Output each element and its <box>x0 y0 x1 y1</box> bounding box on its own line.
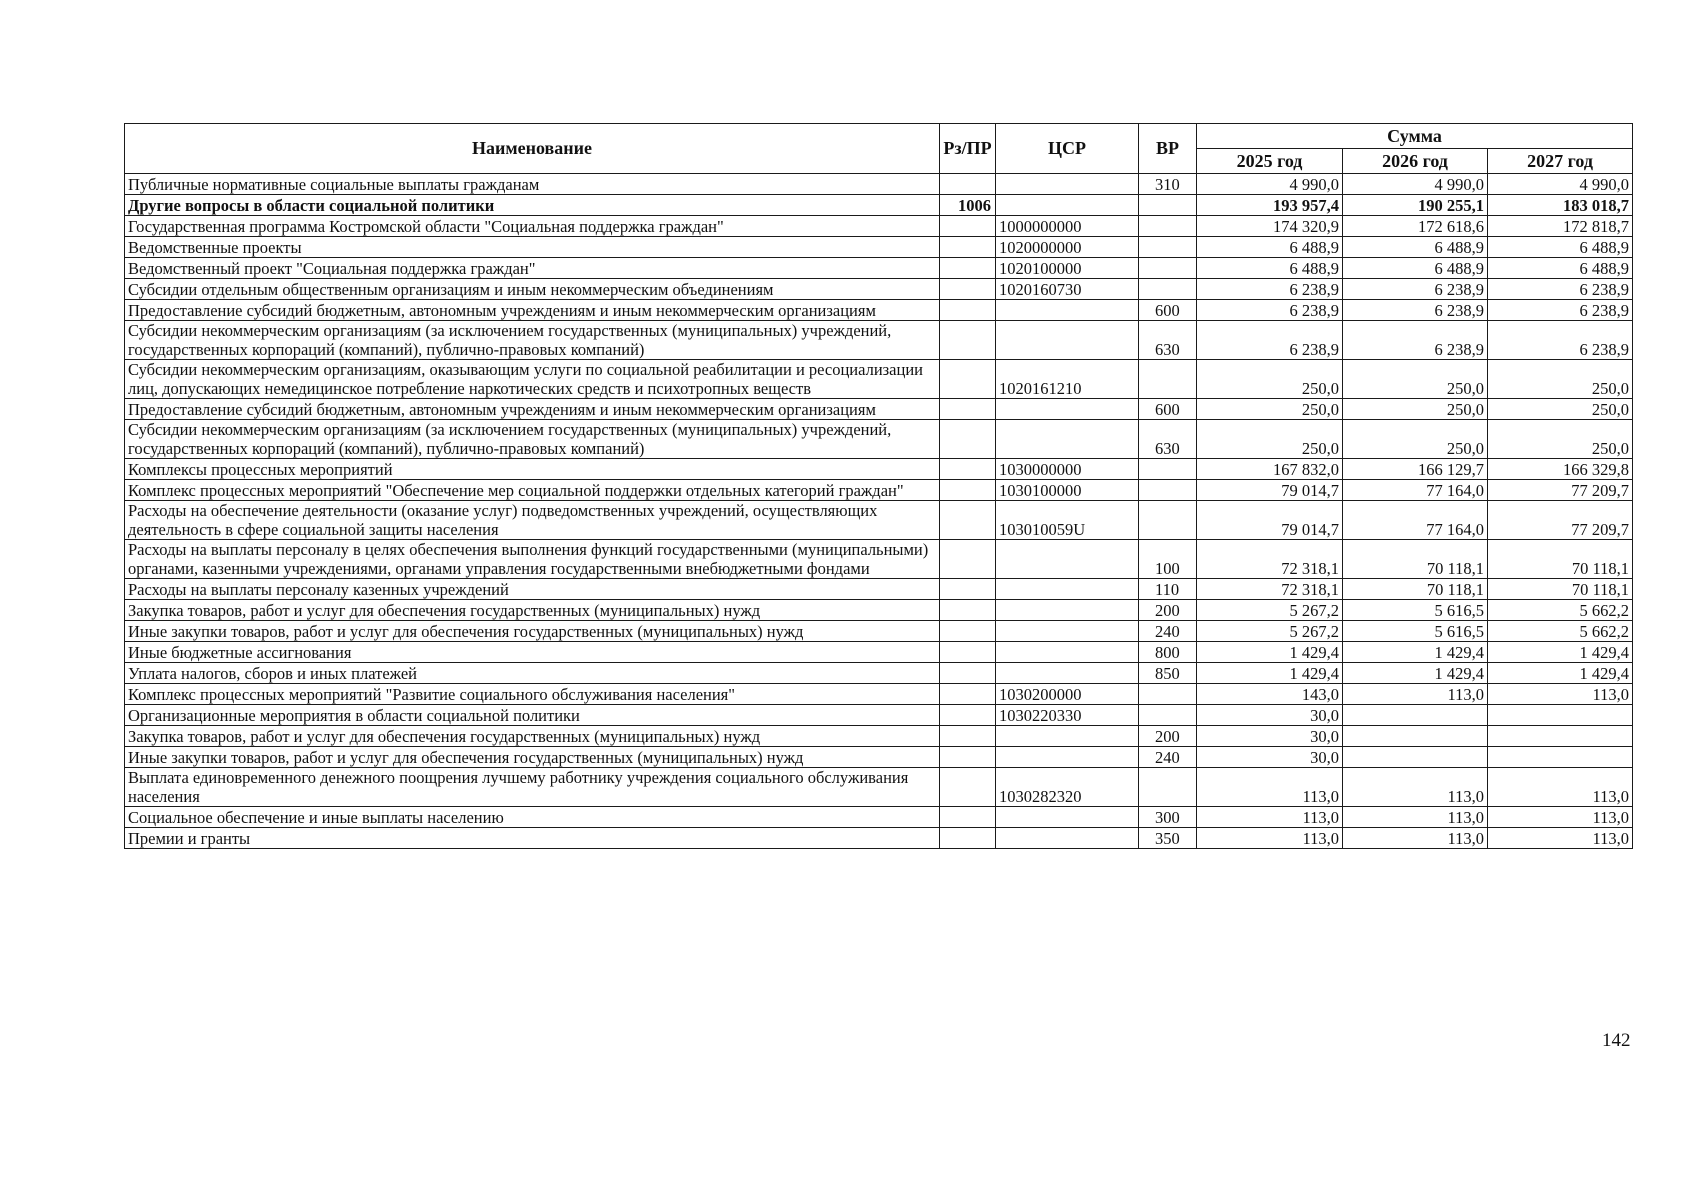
table-row <box>125 705 1633 726</box>
cell-2025: 30,0 <box>1197 747 1343 768</box>
cell-vr <box>1139 768 1197 807</box>
table-row <box>125 321 1633 360</box>
table-row <box>125 663 1633 684</box>
cell-2027: 250,0 <box>1488 360 1633 399</box>
cell-csr <box>996 726 1139 747</box>
cell-vr: 600 <box>1139 399 1197 420</box>
budget-table <box>124 123 1633 849</box>
cell-csr: 1020160730 <box>996 279 1139 300</box>
cell-rzpr <box>940 684 996 705</box>
cell-2026: 77 164,0 <box>1343 480 1488 501</box>
page-number: 142 <box>1602 1030 1631 1051</box>
cell-rzpr <box>940 258 996 279</box>
cell-2026: 113,0 <box>1343 807 1488 828</box>
cell-vr: 630 <box>1139 321 1197 360</box>
cell-2025: 5 267,2 <box>1197 621 1343 642</box>
table-row <box>125 828 1633 849</box>
cell-2027: 6 238,9 <box>1488 300 1633 321</box>
cell-rzpr <box>940 420 996 459</box>
cell-rzpr <box>940 300 996 321</box>
cell-2025: 167 832,0 <box>1197 459 1343 480</box>
cell-2027: 5 662,2 <box>1488 621 1633 642</box>
cell-name: Иные бюджетные ассигнования <box>125 642 940 663</box>
cell-name: Ведомственные проекты <box>125 237 940 258</box>
cell-name: Комплексы процессных мероприятий <box>125 459 940 480</box>
table-row <box>125 237 1633 258</box>
cell-2025: 250,0 <box>1197 399 1343 420</box>
cell-name: Иные закупки товаров, работ и услуг для обеспечения государственных (муниципальных) нужд <box>125 621 940 642</box>
table-row <box>125 174 1633 195</box>
cell-rzpr <box>940 480 996 501</box>
cell-2027: 6 488,9 <box>1488 237 1633 258</box>
cell-2026: 6 238,9 <box>1343 279 1488 300</box>
cell-2026: 1 429,4 <box>1343 663 1488 684</box>
cell-2027: 6 238,9 <box>1488 321 1633 360</box>
cell-2026: 250,0 <box>1343 399 1488 420</box>
cell-2027: 1 429,4 <box>1488 642 1633 663</box>
cell-2026: 5 616,5 <box>1343 600 1488 621</box>
cell-2027: 6 488,9 <box>1488 258 1633 279</box>
cell-csr <box>996 321 1139 360</box>
cell-csr: 1020161210 <box>996 360 1139 399</box>
cell-2026: 70 118,1 <box>1343 579 1488 600</box>
cell-rzpr <box>940 642 996 663</box>
cell-vr <box>1139 237 1197 258</box>
cell-rzpr <box>940 600 996 621</box>
cell-2026: 250,0 <box>1343 420 1488 459</box>
cell-csr: 1020000000 <box>996 237 1139 258</box>
cell-2025: 5 267,2 <box>1197 600 1343 621</box>
cell-name: Уплата налогов, сборов и иных платежей <box>125 663 940 684</box>
cell-2027: 70 118,1 <box>1488 540 1633 579</box>
cell-name: Субсидии некоммерческим организациям (за исключением государственных (муниципальных) учреждений, государственных корпораций (компаний), публично-правовых компаний) <box>125 420 940 459</box>
cell-vr: 110 <box>1139 579 1197 600</box>
cell-vr <box>1139 480 1197 501</box>
cell-rzpr <box>940 279 996 300</box>
cell-2027: 113,0 <box>1488 684 1633 705</box>
cell-vr: 310 <box>1139 174 1197 195</box>
table-row <box>125 258 1633 279</box>
cell-name: Комплекс процессных мероприятий "Развитие социального обслуживания населения" <box>125 684 940 705</box>
cell-2027: 113,0 <box>1488 807 1633 828</box>
table-row <box>125 747 1633 768</box>
table-row <box>125 540 1633 579</box>
cell-2025: 113,0 <box>1197 828 1343 849</box>
cell-2025: 79 014,7 <box>1197 480 1343 501</box>
cell-2026: 6 238,9 <box>1343 300 1488 321</box>
cell-2025: 6 238,9 <box>1197 279 1343 300</box>
cell-rzpr <box>940 579 996 600</box>
cell-vr <box>1139 459 1197 480</box>
cell-2026: 4 990,0 <box>1343 174 1488 195</box>
cell-2027: 1 429,4 <box>1488 663 1633 684</box>
cell-name: Предоставление субсидий бюджетным, автономным учреждениям и иным некоммерческим организациям <box>125 399 940 420</box>
cell-vr: 100 <box>1139 540 1197 579</box>
cell-2027: 250,0 <box>1488 420 1633 459</box>
cell-2025: 113,0 <box>1197 807 1343 828</box>
cell-name: Закупка товаров, работ и услуг для обеспечения государственных (муниципальных) нужд <box>125 600 940 621</box>
cell-2025: 6 238,9 <box>1197 321 1343 360</box>
cell-2027: 113,0 <box>1488 828 1633 849</box>
cell-csr <box>996 399 1139 420</box>
header-year-2025: 2025 год <box>1197 149 1343 174</box>
cell-vr <box>1139 216 1197 237</box>
cell-2025: 6 488,9 <box>1197 237 1343 258</box>
cell-2025: 250,0 <box>1197 420 1343 459</box>
table-row <box>125 501 1633 540</box>
table-row <box>125 768 1633 807</box>
cell-2027: 4 990,0 <box>1488 174 1633 195</box>
cell-2025: 72 318,1 <box>1197 540 1343 579</box>
cell-vr: 240 <box>1139 621 1197 642</box>
table-header <box>125 124 1633 174</box>
cell-vr: 600 <box>1139 300 1197 321</box>
cell-2026: 250,0 <box>1343 360 1488 399</box>
cell-csr <box>996 807 1139 828</box>
header-vr: ВР <box>1139 124 1197 174</box>
cell-csr <box>996 300 1139 321</box>
cell-vr: 200 <box>1139 726 1197 747</box>
cell-csr <box>996 642 1139 663</box>
cell-rzpr <box>940 768 996 807</box>
cell-csr <box>996 420 1139 459</box>
cell-vr <box>1139 705 1197 726</box>
cell-name: Социальное обеспечение и иные выплаты населению <box>125 807 940 828</box>
cell-rzpr <box>940 705 996 726</box>
table-row <box>125 600 1633 621</box>
cell-name: Государственная программа Костромской области "Социальная поддержка граждан" <box>125 216 940 237</box>
table-row <box>125 279 1633 300</box>
cell-rzpr <box>940 399 996 420</box>
cell-2025: 250,0 <box>1197 360 1343 399</box>
cell-rzpr <box>940 726 996 747</box>
cell-2026: 166 129,7 <box>1343 459 1488 480</box>
table-row <box>125 420 1633 459</box>
table-row <box>125 621 1633 642</box>
cell-vr <box>1139 279 1197 300</box>
cell-name: Комплекс процессных мероприятий "Обеспечение мер социальной поддержки отдельных категорий граждан" <box>125 480 940 501</box>
cell-csr: 103010059U <box>996 501 1139 540</box>
cell-rzpr <box>940 501 996 540</box>
cell-csr: 1020100000 <box>996 258 1139 279</box>
cell-2027: 77 209,7 <box>1488 501 1633 540</box>
header-rzpr: Рз/ПР <box>940 124 996 174</box>
cell-2026: 172 618,6 <box>1343 216 1488 237</box>
cell-vr: 240 <box>1139 747 1197 768</box>
cell-name: Субсидии некоммерческим организациям (за исключением государственных (муниципальных) учреждений, государственных корпораций (компаний), публично-правовых компаний) <box>125 321 940 360</box>
cell-2025: 193 957,4 <box>1197 195 1343 216</box>
cell-rzpr <box>940 216 996 237</box>
cell-csr <box>996 579 1139 600</box>
table-row <box>125 360 1633 399</box>
cell-name: Предоставление субсидий бюджетным, автономным учреждениям и иным некоммерческим организациям <box>125 300 940 321</box>
cell-2026 <box>1343 726 1488 747</box>
cell-vr: 630 <box>1139 420 1197 459</box>
table-row <box>125 195 1633 216</box>
cell-2025: 113,0 <box>1197 768 1343 807</box>
table-row <box>125 642 1633 663</box>
cell-name: Публичные нормативные социальные выплаты гражданам <box>125 174 940 195</box>
cell-vr <box>1139 684 1197 705</box>
cell-2026: 6 488,9 <box>1343 258 1488 279</box>
table-row <box>125 684 1633 705</box>
cell-2026: 113,0 <box>1343 828 1488 849</box>
table-row <box>125 216 1633 237</box>
cell-2026: 77 164,0 <box>1343 501 1488 540</box>
cell-csr: 1000000000 <box>996 216 1139 237</box>
cell-rzpr <box>940 621 996 642</box>
table-row <box>125 807 1633 828</box>
header-csr: ЦСР <box>996 124 1139 174</box>
table-row <box>125 579 1633 600</box>
cell-csr <box>996 663 1139 684</box>
cell-rzpr <box>940 360 996 399</box>
cell-2025: 143,0 <box>1197 684 1343 705</box>
table-row <box>125 459 1633 480</box>
header-name: Наименование <box>125 124 940 174</box>
cell-2027: 250,0 <box>1488 399 1633 420</box>
cell-2027: 166 329,8 <box>1488 459 1633 480</box>
header-sum: Сумма <box>1197 124 1633 149</box>
cell-rzpr <box>940 174 996 195</box>
cell-2026: 5 616,5 <box>1343 621 1488 642</box>
cell-name: Расходы на обеспечение деятельности (оказание услуг) подведомственных учреждений, осуществляющих деятельность в сфере социальной защиты населения <box>125 501 940 540</box>
cell-2027: 5 662,2 <box>1488 600 1633 621</box>
cell-csr <box>996 540 1139 579</box>
cell-2025: 79 014,7 <box>1197 501 1343 540</box>
cell-2026: 6 488,9 <box>1343 237 1488 258</box>
cell-2027: 77 209,7 <box>1488 480 1633 501</box>
cell-vr <box>1139 501 1197 540</box>
cell-2025: 6 238,9 <box>1197 300 1343 321</box>
cell-rzpr <box>940 459 996 480</box>
cell-name: Ведомственный проект "Социальная поддержка граждан" <box>125 258 940 279</box>
cell-rzpr <box>940 540 996 579</box>
table-row <box>125 399 1633 420</box>
cell-2027 <box>1488 705 1633 726</box>
table-row <box>125 726 1633 747</box>
cell-name: Расходы на выплаты персоналу казенных учреждений <box>125 579 940 600</box>
cell-2027: 183 018,7 <box>1488 195 1633 216</box>
cell-csr <box>996 621 1139 642</box>
cell-vr: 850 <box>1139 663 1197 684</box>
cell-2027: 70 118,1 <box>1488 579 1633 600</box>
cell-csr <box>996 174 1139 195</box>
header-year-2026: 2026 год <box>1343 149 1488 174</box>
cell-2025: 30,0 <box>1197 705 1343 726</box>
cell-csr <box>996 195 1139 216</box>
cell-2027: 6 238,9 <box>1488 279 1633 300</box>
cell-name: Расходы на выплаты персоналу в целях обеспечения выполнения функций государственными (муниципальными) органами, казенными учреждениями, органами управления государственными внебюджетными фондами <box>125 540 940 579</box>
cell-csr: 1030200000 <box>996 684 1139 705</box>
cell-2026 <box>1343 705 1488 726</box>
cell-csr <box>996 747 1139 768</box>
cell-name: Другие вопросы в области социальной политики <box>125 195 940 216</box>
cell-vr <box>1139 360 1197 399</box>
cell-name: Закупка товаров, работ и услуг для обеспечения государственных (муниципальных) нужд <box>125 726 940 747</box>
cell-2025: 1 429,4 <box>1197 642 1343 663</box>
cell-csr: 1030100000 <box>996 480 1139 501</box>
cell-rzpr <box>940 663 996 684</box>
cell-rzpr <box>940 321 996 360</box>
cell-2025: 4 990,0 <box>1197 174 1343 195</box>
cell-name: Организационные мероприятия в области социальной политики <box>125 705 940 726</box>
table-row <box>125 480 1633 501</box>
cell-rzpr <box>940 237 996 258</box>
cell-2027 <box>1488 747 1633 768</box>
cell-2027: 172 818,7 <box>1488 216 1633 237</box>
cell-2027 <box>1488 726 1633 747</box>
table-row <box>125 300 1633 321</box>
header-year-2027: 2027 год <box>1488 149 1633 174</box>
cell-2025: 1 429,4 <box>1197 663 1343 684</box>
cell-name: Субсидии некоммерческим организациям, оказывающим услуги по социальной реабилитации и ресоциализации лиц, допускающих немедицинское потребление наркотических средств и психотропных веществ <box>125 360 940 399</box>
cell-csr <box>996 600 1139 621</box>
cell-name: Премии и гранты <box>125 828 940 849</box>
cell-vr <box>1139 195 1197 216</box>
cell-2026: 6 238,9 <box>1343 321 1488 360</box>
cell-csr: 1030282320 <box>996 768 1139 807</box>
cell-2026: 113,0 <box>1343 684 1488 705</box>
cell-vr: 300 <box>1139 807 1197 828</box>
cell-csr: 1030000000 <box>996 459 1139 480</box>
cell-csr: 1030220330 <box>996 705 1139 726</box>
cell-rzpr <box>940 807 996 828</box>
cell-name: Выплата единовременного денежного поощрения лучшему работнику учреждения социального обслуживания населения <box>125 768 940 807</box>
cell-2026: 190 255,1 <box>1343 195 1488 216</box>
cell-csr <box>996 828 1139 849</box>
cell-2025: 30,0 <box>1197 726 1343 747</box>
cell-vr: 800 <box>1139 642 1197 663</box>
cell-name: Субсидии отдельным общественным организациям и иным некоммерческим объединениям <box>125 279 940 300</box>
cell-rzpr <box>940 747 996 768</box>
cell-2027: 113,0 <box>1488 768 1633 807</box>
cell-rzpr: 1006 <box>940 195 996 216</box>
table-body <box>125 174 1633 849</box>
cell-2025: 174 320,9 <box>1197 216 1343 237</box>
cell-vr: 200 <box>1139 600 1197 621</box>
cell-2025: 72 318,1 <box>1197 579 1343 600</box>
cell-name: Иные закупки товаров, работ и услуг для обеспечения государственных (муниципальных) нужд <box>125 747 940 768</box>
cell-2026: 113,0 <box>1343 768 1488 807</box>
cell-vr <box>1139 258 1197 279</box>
cell-2025: 6 488,9 <box>1197 258 1343 279</box>
cell-vr: 350 <box>1139 828 1197 849</box>
cell-2026: 70 118,1 <box>1343 540 1488 579</box>
cell-rzpr <box>940 828 996 849</box>
cell-2026: 1 429,4 <box>1343 642 1488 663</box>
cell-2026 <box>1343 747 1488 768</box>
